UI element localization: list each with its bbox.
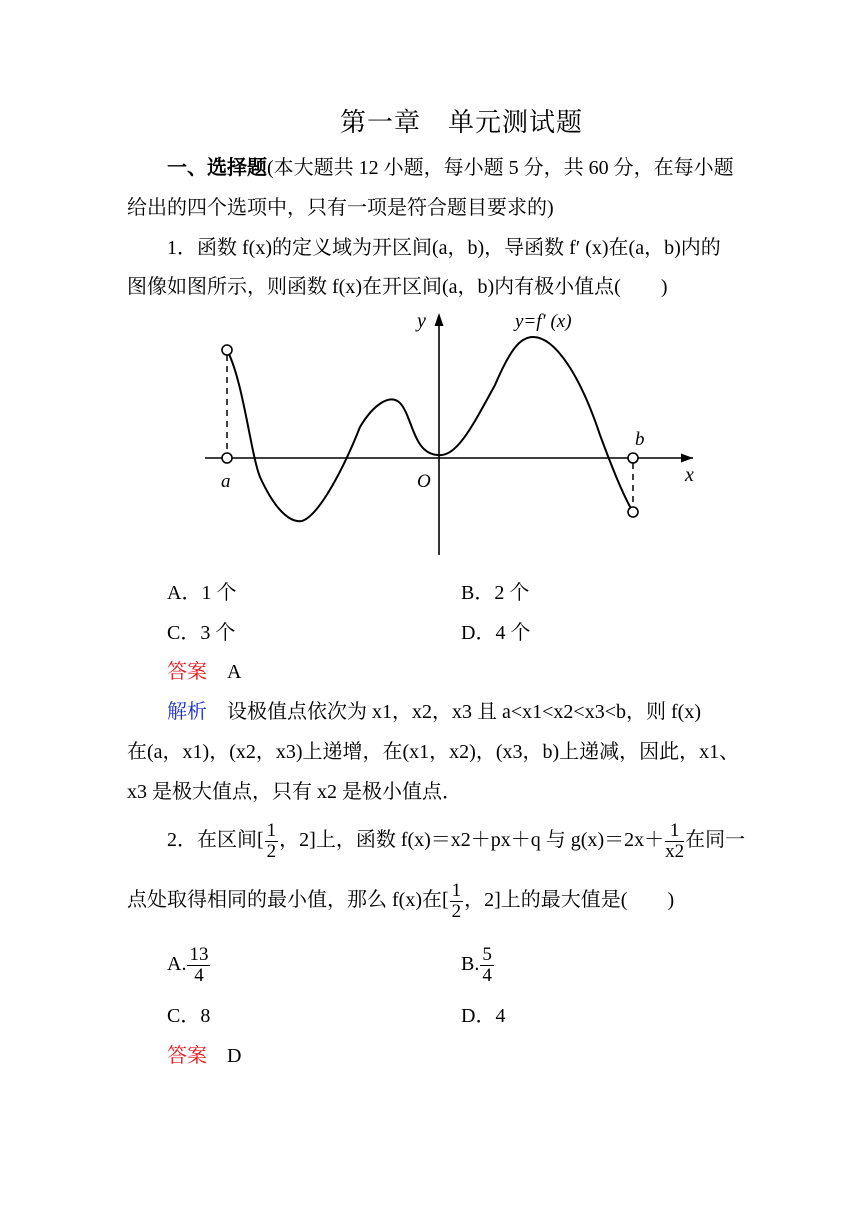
q1-analysis-line2: 在(a，x1)，(x2，x3)上递增，在(x1，x2)，(x3，b)上递减，因此，x1、 bbox=[127, 741, 740, 763]
fraction: $\frac{1}{2}$ bbox=[451, 879, 462, 922]
page-title: 第一章 单元测试题 bbox=[340, 108, 584, 137]
answer-value: A bbox=[227, 661, 242, 683]
q1-answer bbox=[167, 658, 241, 686]
q2-stem-line1 bbox=[167, 818, 745, 862]
open-point-a-top bbox=[222, 345, 232, 355]
open-point-b bbox=[628, 453, 638, 463]
q1-analysis-line1 bbox=[167, 698, 701, 726]
q2-text: 点处取得相同的最小值，那么 f(x)在[ bbox=[127, 889, 449, 911]
a-label: a bbox=[221, 471, 231, 492]
open-point-a bbox=[222, 453, 232, 463]
q1-option-a: A．1 个 bbox=[167, 582, 237, 604]
q2-text: 在同一 bbox=[685, 829, 746, 851]
q2-option-c: C．8 bbox=[167, 1005, 211, 1027]
q2-text: ，2]上，函数 f(x)＝x2＋px＋q 与 g(x)＝2x＋ bbox=[279, 829, 665, 851]
derivative-curve bbox=[227, 337, 633, 521]
q1-option-d: D．4 个 bbox=[461, 622, 531, 644]
y-axis-arrow bbox=[435, 313, 444, 326]
fraction: $\frac{13}{4}$ bbox=[189, 943, 209, 986]
x-axis-label: x bbox=[685, 464, 694, 486]
origin-label: O bbox=[417, 471, 431, 492]
q2-text: ，2]上的最大值是( ) bbox=[464, 889, 675, 911]
q1-option-b: B．2 个 bbox=[461, 582, 530, 604]
answer-label: 答案 bbox=[167, 1045, 207, 1067]
section-header-line1 bbox=[167, 154, 734, 182]
q2-answer bbox=[167, 1042, 241, 1070]
fraction: $\frac{1}{x2}$ bbox=[665, 819, 685, 862]
fraction: $\frac{5}{4}$ bbox=[482, 943, 492, 986]
q2-stem-line2 bbox=[127, 878, 674, 922]
section-heading: 一、选择题 bbox=[167, 157, 267, 179]
curve-label: y=f′ (x) bbox=[515, 311, 572, 332]
x-axis-arrow bbox=[681, 454, 693, 463]
analysis-text: 设极值点依次为 x1，x2，x3 且 a<x1<x2<x3<b，则 f(x) bbox=[227, 701, 701, 723]
q2-option-d: D．4 bbox=[461, 1005, 506, 1027]
answer-value: D bbox=[227, 1045, 242, 1067]
open-point-b-bottom bbox=[628, 507, 638, 517]
q1-analysis-line3: x3 是极大值点，只有 x2 是极小值点． bbox=[127, 781, 462, 803]
q1-stem-line1: 1．函数 f(x)的定义域为开区间(a，b)，导函数 f′ (x)在(a，b)内的 bbox=[167, 237, 721, 259]
q1-stem-line2: 图像如图所示，则函数 f(x)在开区间(a，b)内有极小值点( ) bbox=[127, 276, 668, 298]
section-header-line2: 给出的四个选项中，只有一项是符合题目要求的) bbox=[127, 197, 554, 219]
q2-option-b: B. $\frac{5}{4}$ bbox=[461, 943, 492, 986]
derivative-graph bbox=[195, 305, 705, 560]
fraction: $\frac{1}{2}$ bbox=[266, 819, 277, 862]
section-instructions: (本大题共 12 小题，每小题 5 分，共 60 分，在每小题 bbox=[267, 157, 734, 179]
analysis-label: 解析 bbox=[167, 701, 207, 723]
b-label: b bbox=[635, 429, 645, 450]
answer-label: 答案 bbox=[167, 661, 207, 683]
y-axis-label: y bbox=[417, 310, 426, 332]
q2-text: 2．在区间[ bbox=[167, 829, 264, 851]
q1-option-c: C．3 个 bbox=[167, 622, 236, 644]
q2-option-a: A. $\frac{13}{4}$ bbox=[167, 943, 209, 986]
